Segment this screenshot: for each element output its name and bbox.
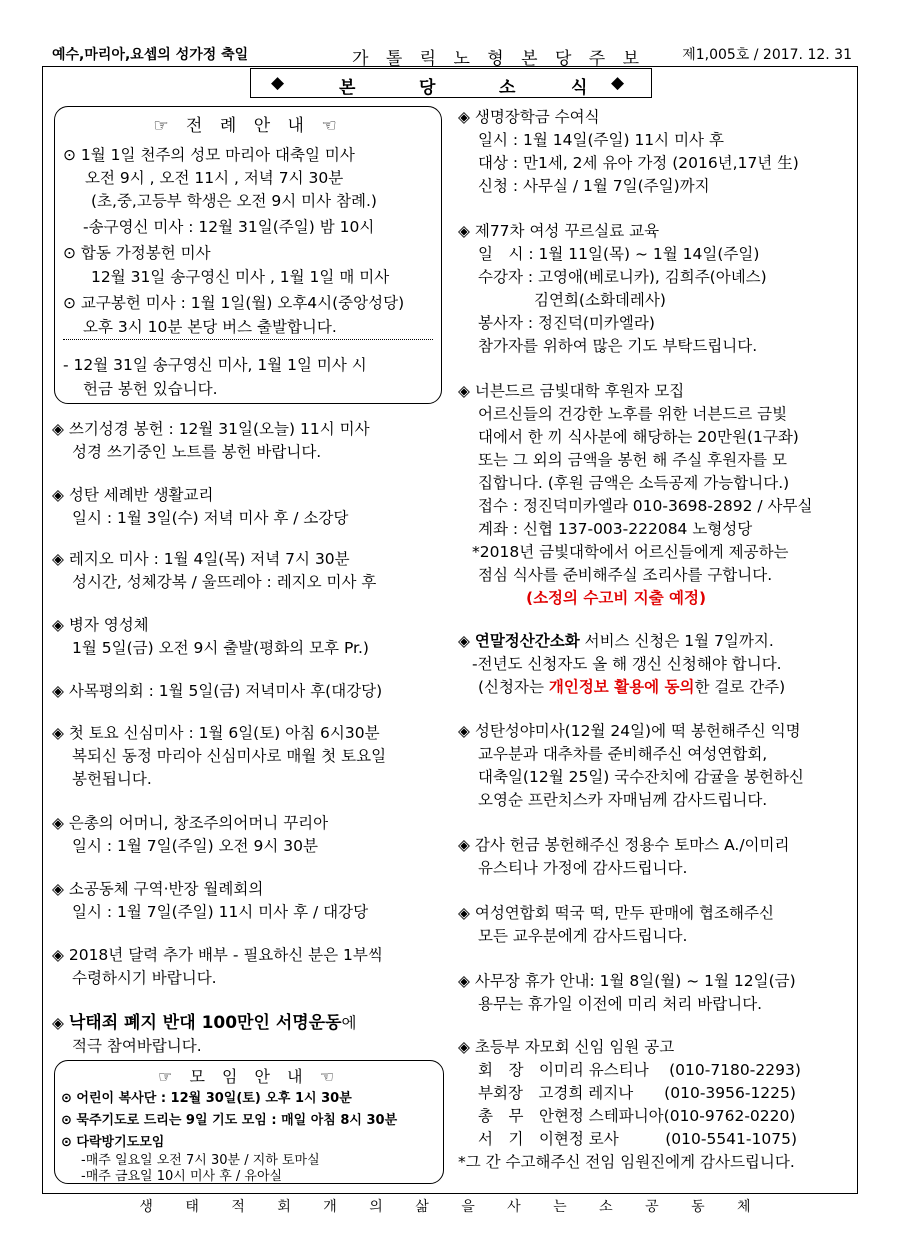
notice-line: 김연희(소화데레사) bbox=[534, 291, 666, 309]
notice-line: 어르신들의 건강한 노후를 위한 너븐드르 금빛 bbox=[478, 405, 788, 423]
masthead bbox=[52, 44, 852, 69]
liturgy-box-title: ☞ 전 례 안 내 ☜ bbox=[153, 116, 343, 136]
notice-heading: ◈ 소공동체 구역·반장 월례회의 bbox=[52, 880, 264, 898]
notice-heading: ◈ 은총의 어머니, 창조주의어머니 꾸리아 bbox=[52, 814, 329, 832]
notice-line: 봉헌됩니다. bbox=[72, 770, 152, 788]
notice-heading: ◈ 너븐드르 금빛대학 후원자 모집 bbox=[458, 382, 685, 400]
notice-item bbox=[52, 484, 452, 530]
meeting-line: ⊙ 다락방기도모임 bbox=[61, 1135, 165, 1150]
notice-line: 참가자를 위하여 많은 기도 부탁드립니다. bbox=[478, 337, 758, 355]
notice-item bbox=[52, 878, 452, 924]
cursillo-notice bbox=[458, 220, 853, 358]
liturgy-line: 헌금 봉헌 있습니다. bbox=[83, 380, 218, 398]
notice-item bbox=[52, 548, 452, 594]
notice-line: 용무는 휴가일 이전에 미리 처리 바랍니다. bbox=[478, 995, 763, 1013]
notice-item bbox=[52, 680, 452, 703]
diamond-left-icon: ◆ bbox=[271, 73, 285, 93]
thanks-notice bbox=[458, 834, 853, 880]
notice-line: 대상 : 만1세, 2세 유아 가정 (2016년,17년 生) bbox=[478, 154, 799, 172]
notice-heading: ◈ 레지오 미사 : 1월 4일(목) 저녁 7시 30분 bbox=[52, 550, 350, 568]
liturgy-line: ⊙ 1월 1일 천주의 성모 마리아 대축일 미사 bbox=[63, 146, 355, 164]
petition-campaign-name: 낙태죄 폐지 반대 100만인 서명운동 bbox=[68, 1013, 342, 1033]
notice-line: 오영순 프란치스카 자매님께 감사드립니다. bbox=[478, 791, 768, 809]
section-title-char: 소 bbox=[499, 78, 516, 98]
feast-name: 예수,마리아,요셉의 성가정 축일 bbox=[52, 47, 249, 63]
office-notice bbox=[458, 970, 853, 1016]
notice-heading: ◈ 병자 영성체 bbox=[52, 616, 149, 634]
notice-line: 또는 그 외의 금액을 봉헌 해 주실 후원자를 모 bbox=[478, 451, 787, 469]
scholarship-notice bbox=[458, 106, 853, 198]
diamond-right-icon: ◆ bbox=[611, 73, 625, 93]
fee-note: (소정의 수고비 지출 예정) bbox=[526, 589, 707, 607]
diamond-icon: ◈ bbox=[458, 632, 475, 650]
liturgy-line: ⊙ 교구봉헌 미사 : 1월 1일(월) 오후4시(중앙성당) bbox=[63, 294, 405, 312]
notice-line: 수령하시기 바랍니다. bbox=[72, 969, 217, 987]
notice-line: 에 bbox=[341, 1014, 357, 1032]
meeting-line: ⊙ 묵주기도로 드리는 9일 기도 모임 : 매일 아침 8시 30분 bbox=[61, 1113, 398, 1128]
notice-line: -전년도 신청자도 올 해 갱신 신청해야 합니다. bbox=[472, 655, 782, 673]
meeting-line: -매주 일요일 오전 7시 30분 / 지하 토마실 bbox=[81, 1153, 320, 1168]
notice-line: 수강자 : 고영애(베로니카), 김희주(아녜스) bbox=[478, 268, 767, 286]
notice-heading: ◈ 사무장 휴가 안내: 1월 8일(월) ~ 1월 12일(금) bbox=[458, 972, 796, 990]
notice-heading: ◈ 생명장학금 수여식 bbox=[458, 108, 600, 126]
notice-line: 집합니다. (후원 금액은 소득공제 가능합니다.) bbox=[478, 474, 790, 492]
notice-line: 유스티나 가정에 감사드립니다. bbox=[478, 859, 688, 877]
tax-service-name: 연말정산간소화 bbox=[474, 632, 580, 650]
officer-row: 부회장 고경희 레지나 (010-3956-1225) bbox=[478, 1084, 796, 1102]
thanks-notice bbox=[458, 720, 853, 812]
notice-heading: ◈ 초등부 자모회 신임 임원 공고 bbox=[458, 1038, 675, 1056]
notice-line: 일시 : 1월 7일(주일) 11시 미사 후 / 대강당 bbox=[72, 903, 369, 921]
notice-item bbox=[52, 812, 452, 858]
notice-line: *2018년 금빛대학에서 어르신들에게 제공하는 bbox=[472, 543, 789, 561]
notice-heading: ◈ 쓰기성경 봉헌 : 12월 31일(오늘) 11시 미사 bbox=[52, 420, 370, 438]
officers-notice bbox=[458, 1036, 853, 1174]
notice-line: 일시 : 1월 7일(주일) 오전 9시 30분 bbox=[72, 837, 318, 855]
sponsor-notice bbox=[458, 380, 853, 610]
meeting-box-title: ☞ 모 임 안 내 ☜ bbox=[158, 1067, 340, 1086]
notice-line: 일시 : 1월 14일(주일) 11시 미사 후 bbox=[478, 131, 724, 149]
notice-line: 적극 참여바랍니다. bbox=[72, 1037, 202, 1055]
notice-line: 대축일(12월 25일) 국수잔치에 감귤을 봉헌하신 bbox=[478, 768, 804, 786]
notice-text: (신청자는 bbox=[478, 678, 549, 696]
liturgy-line: 12월 31일 송구영신 미사 , 1월 1일 매 미사 bbox=[91, 268, 390, 286]
notice-line: 점심 식사를 준비해주실 조리사를 구합니다. bbox=[478, 566, 773, 584]
meeting-line: -매주 금요일 10시 미사 후 / 유아실 bbox=[81, 1169, 283, 1184]
liturgy-line: 오전 9시 , 오전 11시 , 저녁 7시 30분 bbox=[85, 169, 344, 187]
notice-text: 한 걸로 간주) bbox=[694, 678, 786, 696]
thanks-notice bbox=[458, 902, 853, 948]
section-title-char: 식 bbox=[571, 78, 588, 98]
notice-line: 접수 : 정진덕미카엘라 010-3698-2892 / 사무실 bbox=[478, 497, 813, 515]
notice-line: 일시 : 1월 3일(수) 저녁 미사 후 / 소강당 bbox=[72, 509, 349, 527]
notice-heading: ◈ 성탄성야미사(12월 24일)에 떡 봉헌해주신 익명 bbox=[458, 722, 801, 740]
notice-line: 봉사자 : 정진덕(미카엘라) bbox=[478, 314, 655, 332]
tax-notice bbox=[458, 630, 853, 699]
notice-heading: ◈ 사목평의회 : 1월 5일(금) 저녁미사 후(대강당) bbox=[52, 682, 383, 700]
notice-heading: ◈ 제77차 여성 꾸르실료 교육 bbox=[458, 222, 660, 240]
notice-heading bbox=[458, 630, 853, 653]
dotted-divider bbox=[63, 339, 433, 340]
meeting-notice-box bbox=[54, 1060, 444, 1184]
footer-slogan: 생 태 적 회 개 의 삶 을 사 는 소 공 동 체 bbox=[139, 1199, 765, 1215]
notice-line: 신청 : 사무실 / 1월 7일(주일)까지 bbox=[478, 177, 710, 195]
notice-line: 1월 5일(금) 오전 9시 출발(평화의 모후 Pr.) bbox=[72, 639, 369, 657]
bulletin-title: 가 톨 릭 노 형 본 당 주 보 bbox=[352, 49, 646, 69]
liturgy-notice-box bbox=[54, 106, 442, 404]
notice-item bbox=[52, 614, 452, 660]
liturgy-line: (초,중,고등부 학생은 오전 9시 미사 참례.) bbox=[91, 192, 377, 210]
officer-row: 서 기 이현정 로사 (010-5541-1075) bbox=[478, 1130, 797, 1148]
section-title-box bbox=[250, 68, 652, 98]
notice-heading: ◈ 감사 헌금 봉헌해주신 정용수 토마스 A./이미리 bbox=[458, 836, 790, 854]
liturgy-line: -송구영신 미사 : 12월 31일(주일) 밤 10시 bbox=[83, 218, 375, 236]
liturgy-line: 오후 3시 10분 본당 버스 출발합니다. bbox=[83, 318, 337, 336]
notice-line: 일 시 : 1월 11일(목) ~ 1월 14일(주일) bbox=[478, 245, 760, 263]
officer-row: 총 무 안현정 스테파니아(010-9762-0220) bbox=[478, 1107, 796, 1125]
notice-item bbox=[52, 944, 452, 990]
notice-line: 성시간, 성체강복 / 울뜨레아 : 레지오 미사 후 bbox=[72, 573, 377, 591]
notice-heading: ◈ 2018년 달력 추가 배부 - 필요하신 분은 1부씩 bbox=[52, 946, 383, 964]
consent-highlight: 개인정보 활용에 동의 bbox=[548, 678, 695, 696]
section-title-char: 당 bbox=[419, 78, 436, 98]
notice-line: 복되신 동정 마리아 신심미사로 매월 첫 토요일 bbox=[72, 747, 387, 765]
meeting-line: ⊙ 어린이 복사단 : 12월 30일(토) 오후 1시 30분 bbox=[61, 1091, 352, 1106]
liturgy-line: ⊙ 합동 가정봉헌 미사 bbox=[63, 244, 211, 262]
notice-line: 교우분과 대추차를 준비해주신 여성연합회, bbox=[478, 745, 768, 763]
notice-heading: ◈ 성탄 세례반 생활교리 bbox=[52, 486, 214, 504]
liturgy-line: - 12월 31일 송구영신 미사, 1월 1일 미사 시 bbox=[63, 356, 367, 374]
notice-line: 모든 교우분에게 감사드립니다. bbox=[478, 927, 688, 945]
notice-heading: ◈ 첫 토요 신심미사 : 1월 6일(토) 아침 6시30분 bbox=[52, 724, 380, 742]
notice-heading: ◈ 여성연합회 떡국 떡, 만두 판매에 협조해주신 bbox=[458, 904, 774, 922]
notice-item bbox=[52, 722, 452, 791]
section-title-char: 본 bbox=[339, 78, 356, 98]
notice-line: 대에서 한 끼 식사분에 해당하는 20만원(1구좌) bbox=[478, 428, 799, 446]
notice-text: 서비스 신청은 1월 7일까지. bbox=[579, 632, 774, 650]
notice-line: 성경 쓰기중인 노트를 봉헌 바랍니다. bbox=[72, 443, 322, 461]
notice-line: *그 간 수고해주신 전임 임원진에게 감사드립니다. bbox=[458, 1153, 795, 1171]
officer-row: 회 장 이미리 유스티나 (010-7180-2293) bbox=[478, 1061, 801, 1079]
issue-number-date: 제1,005호 / 2017. 12. 31 bbox=[682, 47, 852, 63]
notice-line: 계좌 : 신협 137-003-222084 노형성당 bbox=[478, 520, 753, 538]
notice-line bbox=[458, 676, 853, 699]
notice-heading: ◈ 낙태죄 폐지 반대 100만인 서명운동에 bbox=[52, 1013, 357, 1033]
notice-item bbox=[52, 1012, 452, 1058]
notice-item bbox=[52, 418, 452, 464]
